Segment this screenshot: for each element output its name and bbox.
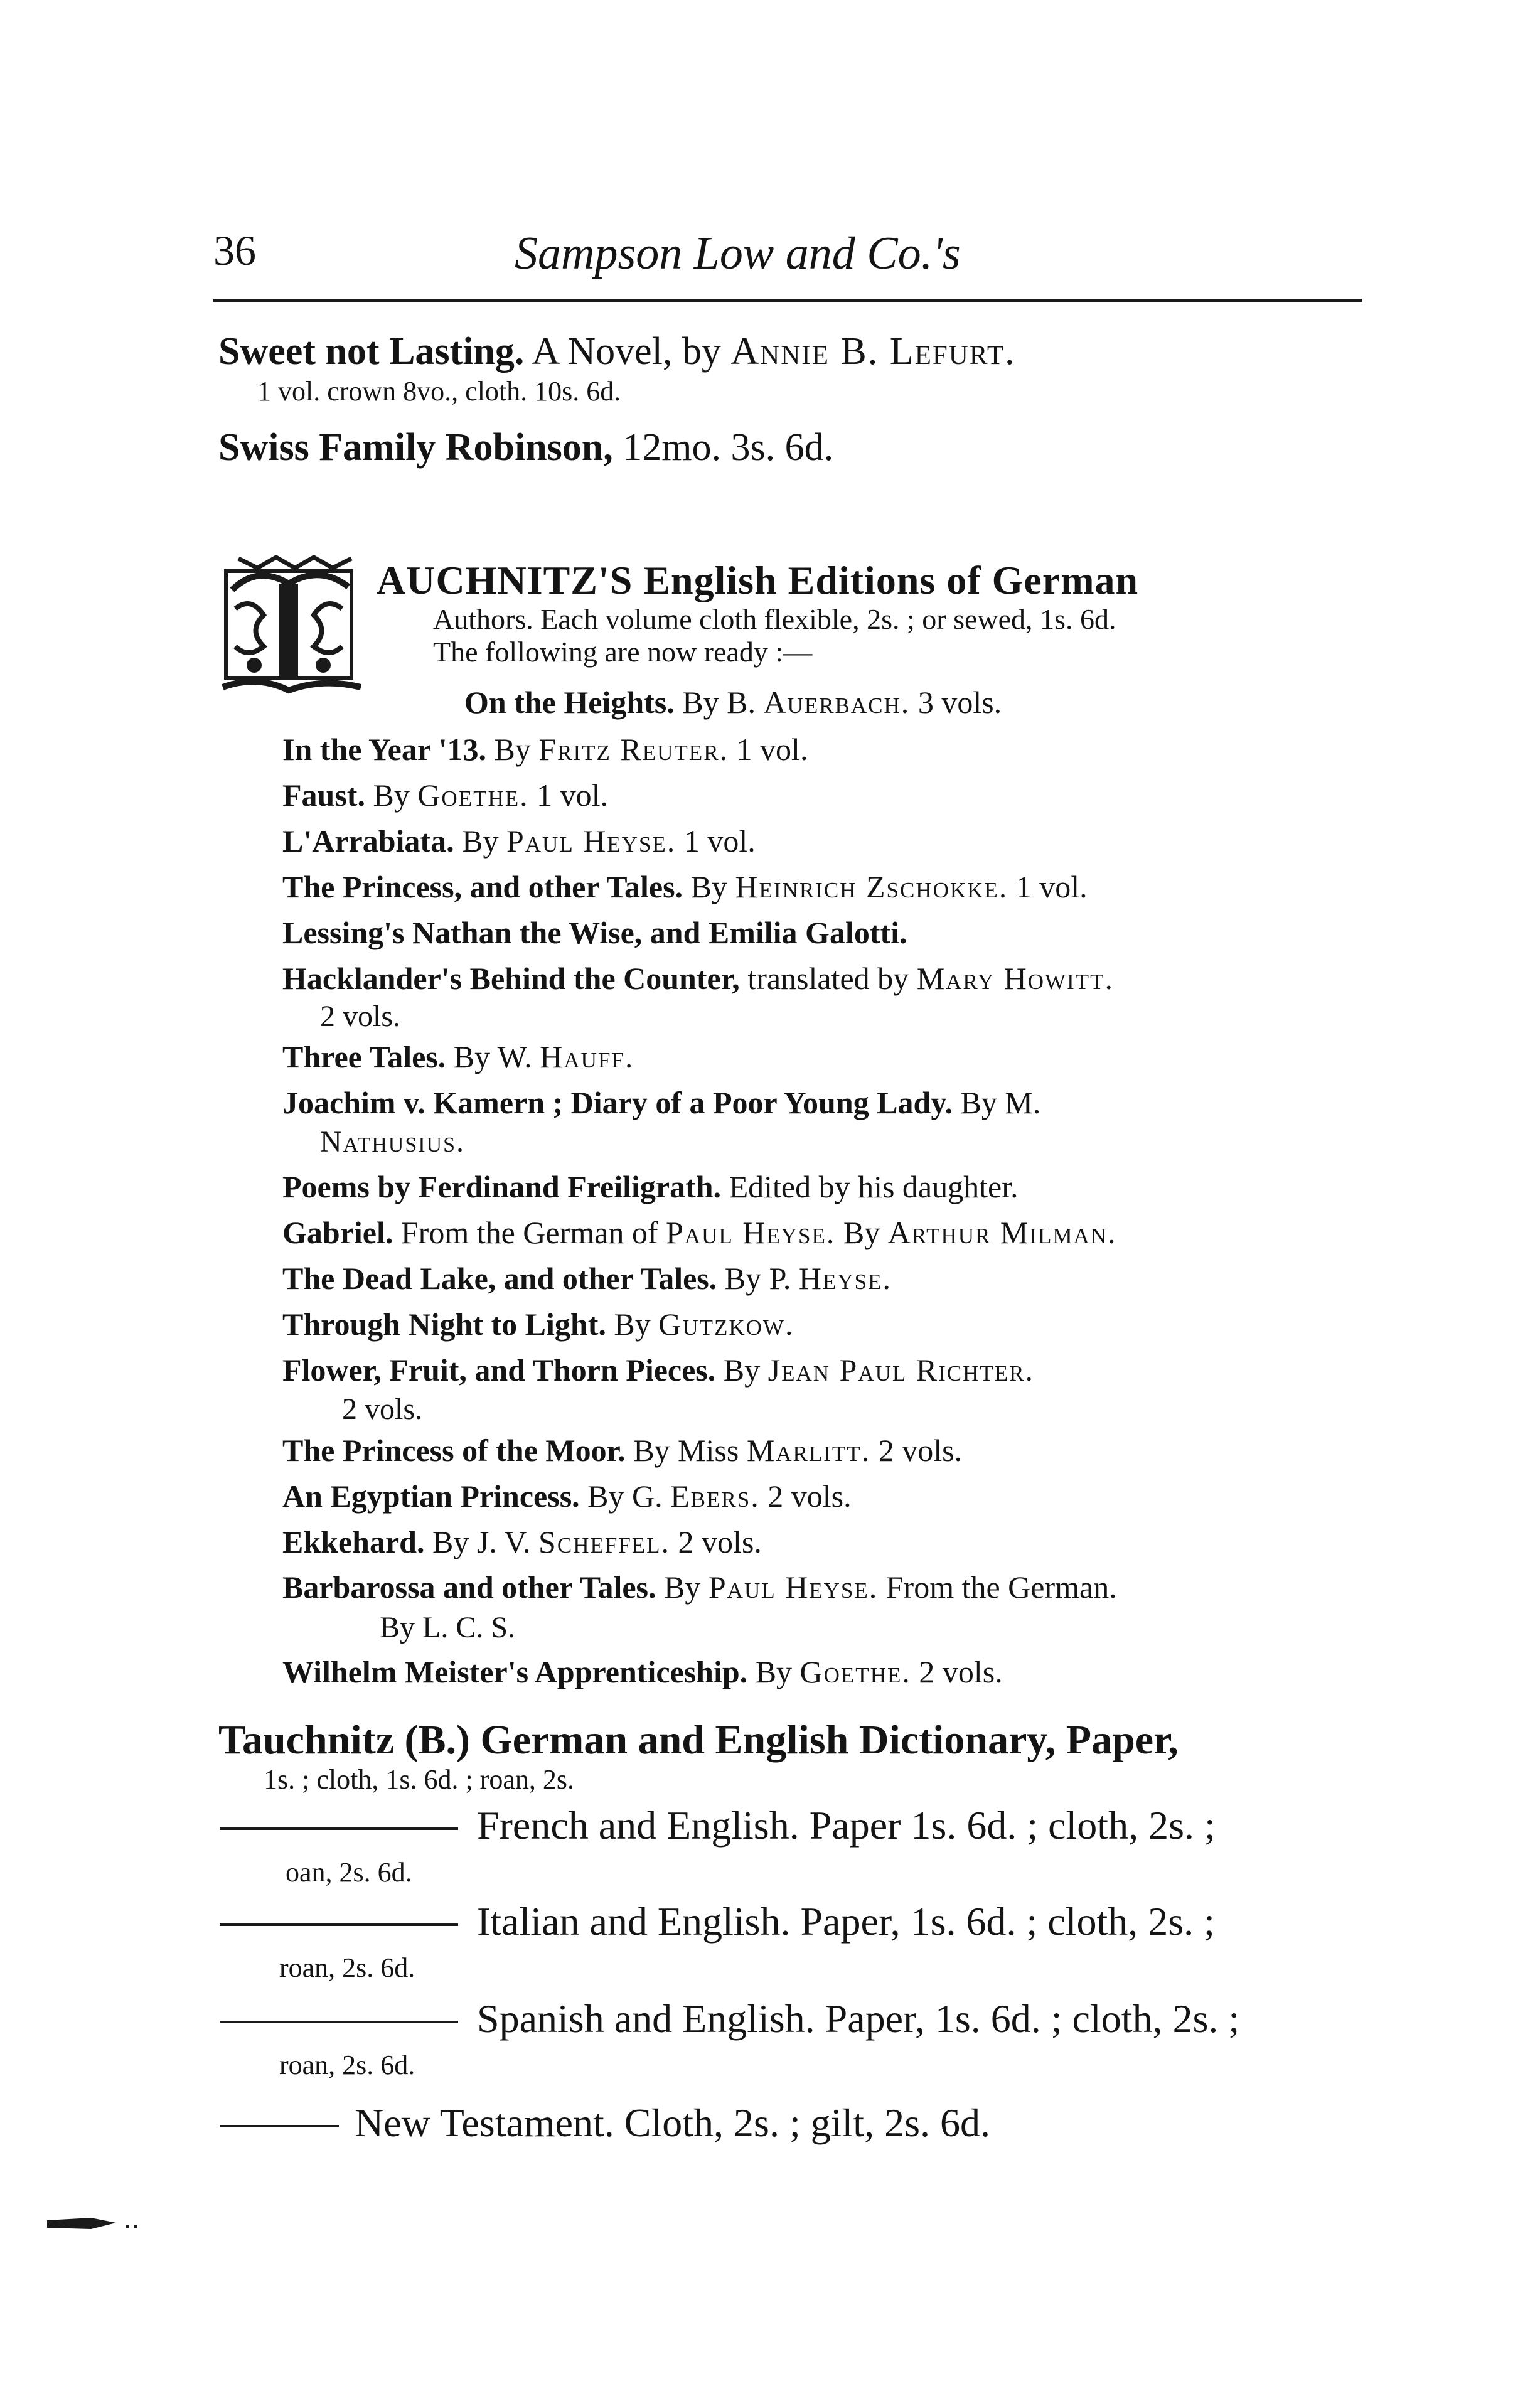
dictionary-heading: Tauchnitz (B.) German and English Dictionary, Paper,: [218, 1717, 1179, 1763]
ditto-rule: [220, 1923, 458, 1926]
entry-desc: A Novel, by: [532, 330, 721, 373]
dictionary-roan: roan, 2s. 6d.: [279, 1952, 415, 1983]
list-item: In the Year '13. By Fritz Reuter. 1 vol.: [282, 732, 808, 767]
dictionary-row: Italian and English. Paper, 1s. 6d. ; cloth, 2s. ;: [477, 1899, 1215, 1944]
ditto-rule: [220, 2021, 458, 2023]
dictionary-sub: 1s. ; cloth, 1s. 6d. ; roan, 2s.: [264, 1764, 574, 1795]
entry-title: Swiss Family Robinson,: [218, 426, 613, 469]
entry-title: Sweet not Lasting.: [218, 330, 525, 373]
tauchnitz-sub1: Authors. Each volume cloth flexible, 2s. ; or sewed, 1s. 6d.: [433, 603, 1116, 635]
entry-sweet-not-lasting: [218, 329, 1016, 374]
list-item: Faust. By Goethe. 1 vol.: [282, 778, 609, 813]
list-item: Three Tales. By W. Hauff.: [282, 1039, 634, 1074]
running-title: Sampson Low and Co.'s: [515, 228, 961, 279]
list-item: Hacklander's Behind the Counter, translated by Mary Howitt.: [282, 961, 1114, 996]
dictionary-roan: roan, 2s. 6d.: [279, 2050, 415, 2080]
tauchnitz-heading: AUCHNITZ'S English Editions of German: [377, 558, 1139, 602]
list-item: Flower, Fruit, and Thorn Pieces. By Jean Paul Richter.: [282, 1352, 1034, 1388]
list-item: An Egyptian Princess. By G. Ebers. 2 vols.: [282, 1479, 852, 1514]
dictionary-row: Spanish and English. Paper, 1s. 6d. ; cloth, 2s. ;: [477, 1996, 1240, 2041]
list-item-vols: 2 vols.: [342, 1393, 423, 1426]
list-item: Poems by Ferdinand Freiligrath. Edited by his daughter.: [282, 1169, 1019, 1204]
list-item: Barbarossa and other Tales. By Paul Heyse. From the German.: [282, 1570, 1117, 1605]
pointing-hand-icon: [47, 2212, 141, 2237]
entry-detail: 12mo. 3s. 6d.: [623, 426, 834, 469]
list-item: L'Arrabiata. By Paul Heyse. 1 vol.: [282, 823, 756, 859]
ornament-initial-icon: [220, 552, 367, 700]
list-item: Lessing's Nathan the Wise, and Emilia Galotti.: [282, 915, 907, 950]
entry-author: Annie B. Lefurt.: [730, 330, 1016, 373]
list-item-author: Nathusius.: [320, 1125, 466, 1158]
entry-swiss-family-robinson: [218, 425, 833, 470]
tauchnitz-sub2: The following are now ready :—: [433, 636, 813, 668]
list-item-vols: 2 vols.: [320, 1000, 401, 1033]
dictionary-roan: oan, 2s. 6d.: [286, 1857, 412, 1888]
list-item: Joachim v. Kamern ; Diary of a Poor Young Lady. By M.: [282, 1085, 1041, 1120]
list-item: The Princess, and other Tales. By Heinrich Zschokke. 1 vol.: [282, 869, 1088, 904]
list-item: Gabriel. From the German of Paul Heyse. By Arthur Milman.: [282, 1215, 1117, 1250]
header-rule: [213, 299, 1362, 302]
dictionary-row: French and English. Paper 1s. 6d. ; cloth, 2s. ;: [477, 1803, 1216, 1848]
page-number: 36: [213, 227, 256, 274]
list-item: The Princess of the Moor. By Miss Marlitt. 2 vols.: [282, 1433, 963, 1468]
list-item-cont: By L. C. S.: [380, 1611, 516, 1644]
list-item: On the Heights. By B. Auerbach. 3 vols.: [464, 685, 1002, 720]
entry-detail: 1 vol. crown 8vo., cloth. 10s. 6d.: [257, 376, 621, 407]
ditto-rule: [220, 2125, 339, 2127]
ditto-rule: [220, 1827, 458, 1830]
dictionary-testament: New Testament. Cloth, 2s. ; gilt, 2s. 6d.: [355, 2100, 990, 2145]
list-item: The Dead Lake, and other Tales. By P. Heyse.: [282, 1261, 892, 1296]
list-item: Through Night to Light. By Gutzkow.: [282, 1307, 794, 1342]
list-item: Wilhelm Meister's Apprenticeship. By Goethe. 2 vols.: [282, 1654, 1003, 1689]
decorative-initial-t: [220, 552, 367, 700]
list-item: Ekkehard. By J. V. Scheffel. 2 vols.: [282, 1524, 762, 1559]
